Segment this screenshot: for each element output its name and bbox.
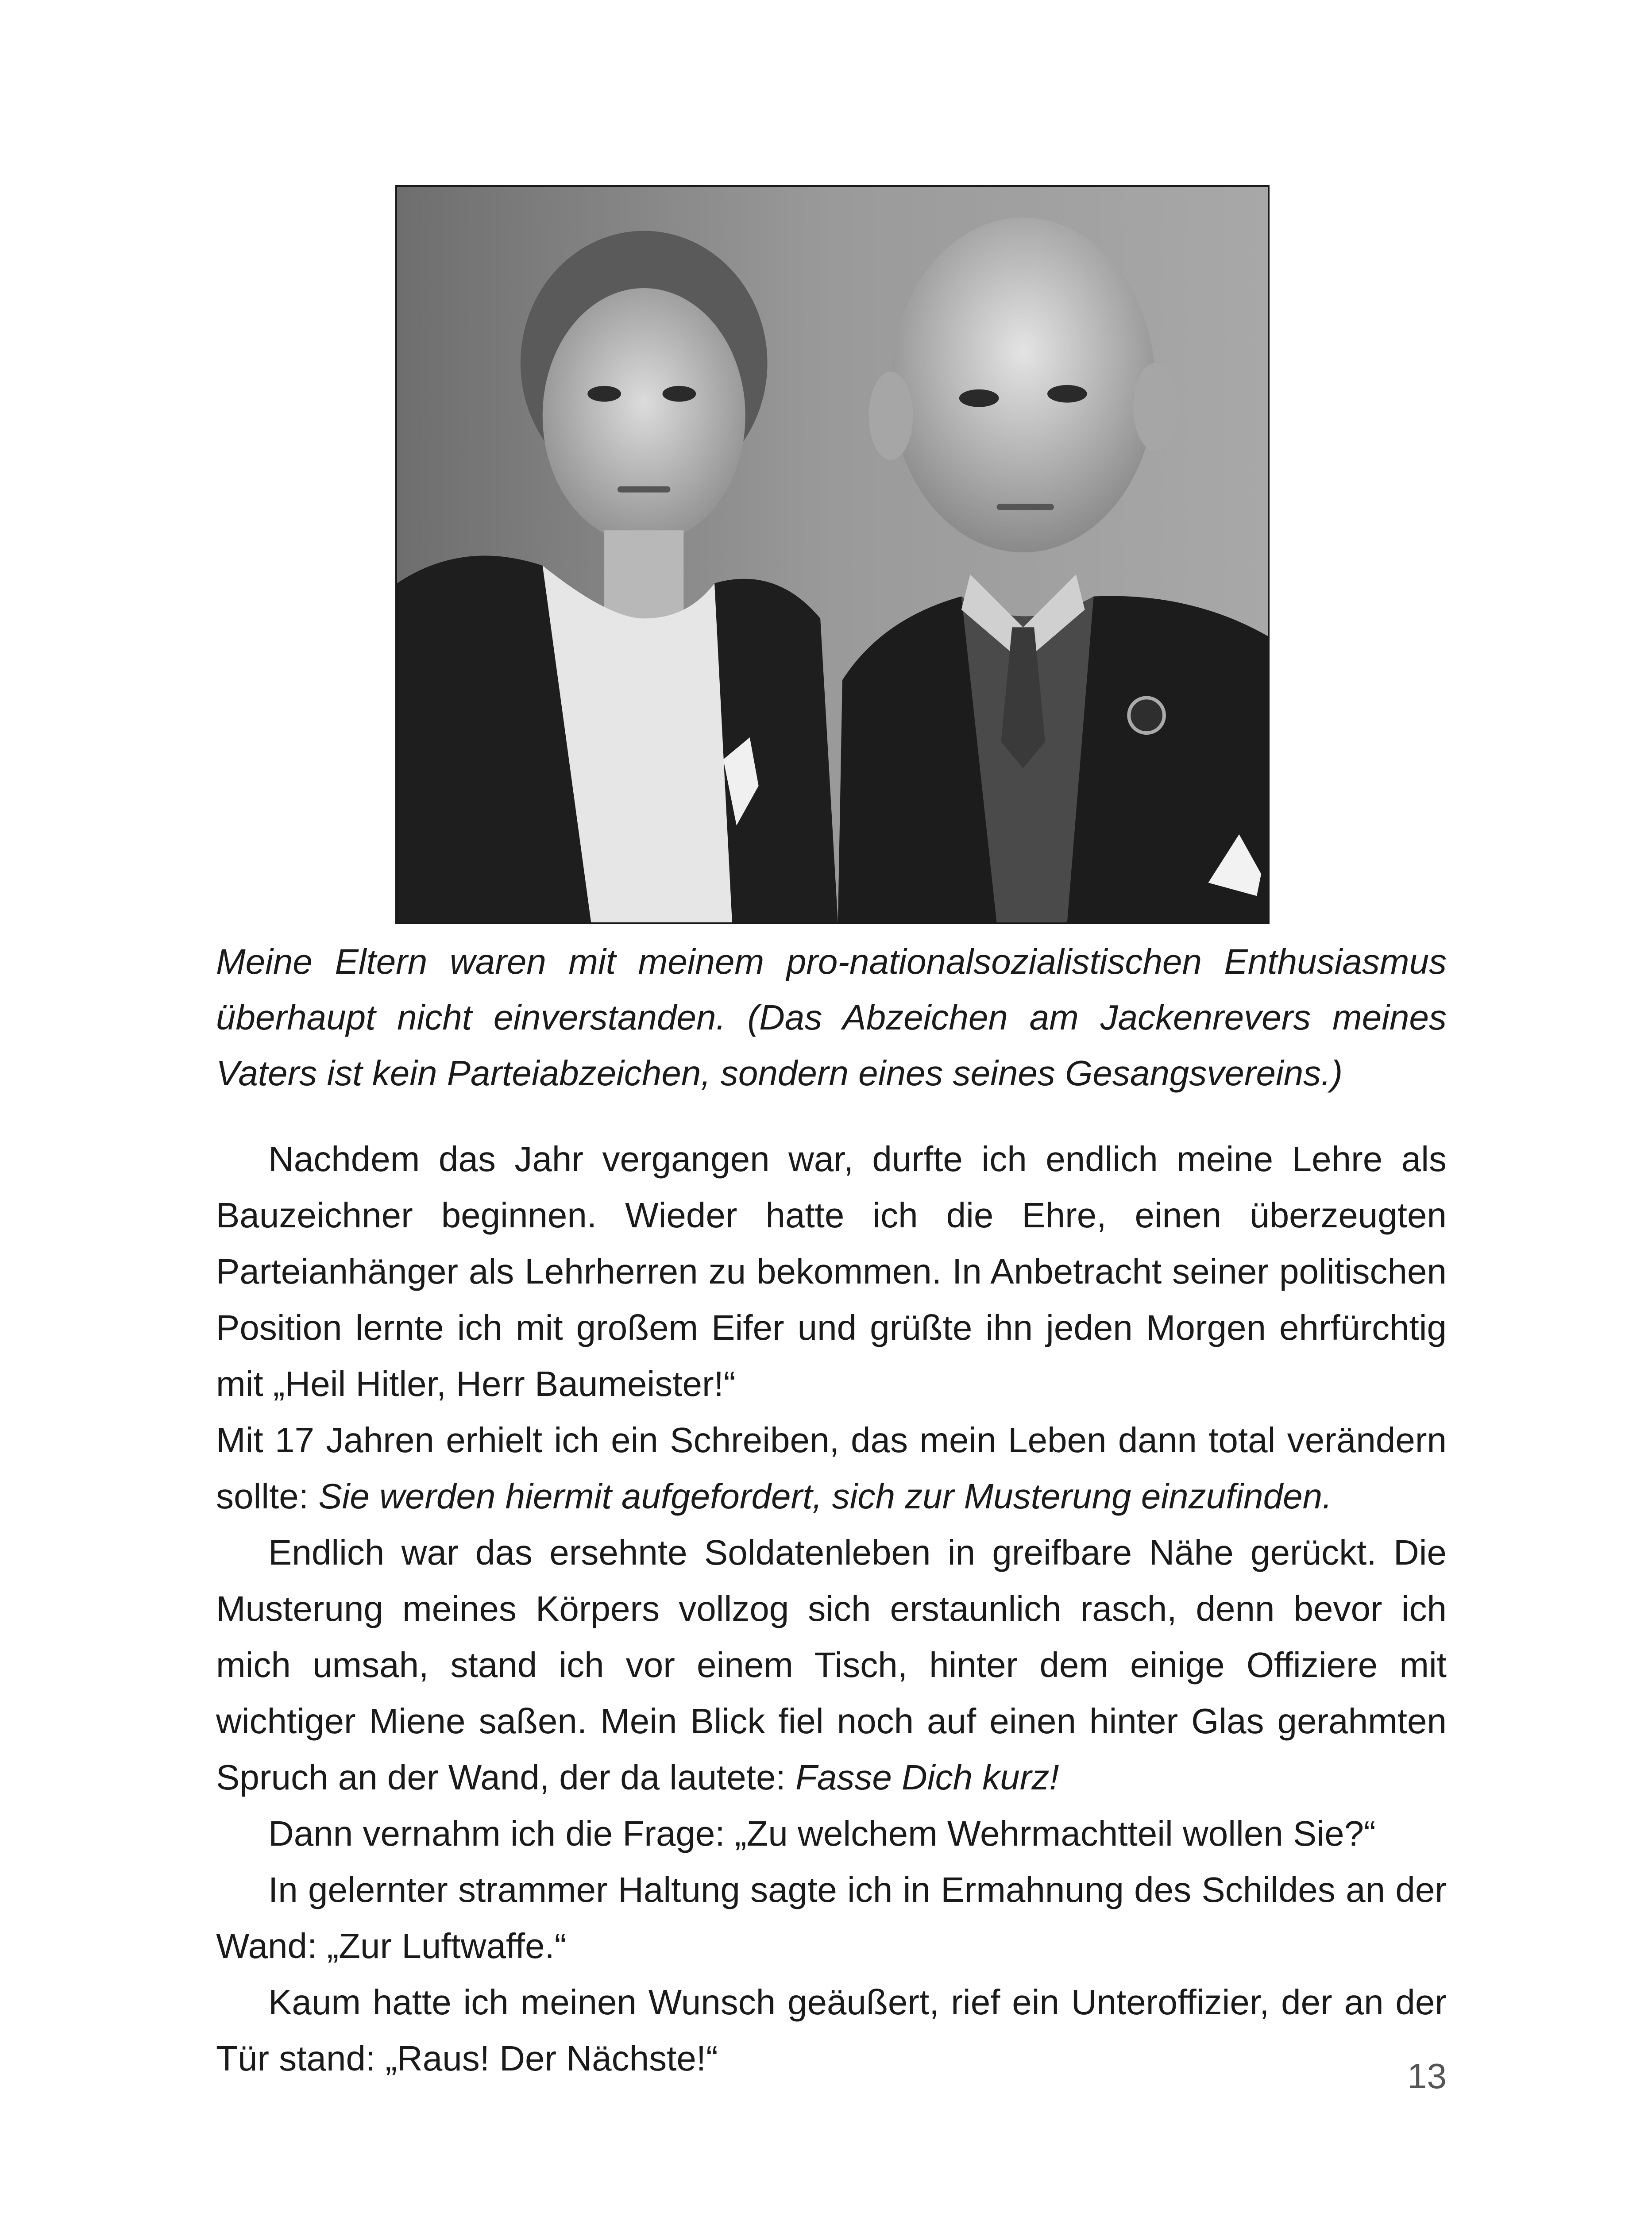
paragraph-3-plain: Endlich war das ersehnte Soldatenleben in greifbare Nähe gerückt. Die Musterung meines Körpers vollzog sich erstaunlich rasch, denn bevor ich mich umsah, stand ich vor einem Tisch, hinter dem einige Offiziere mit wichtiger Miene saßen. Mein Blick fiel noch auf einen hinter Glas gerahmten Spruch an der Wand, der da lautete: [216,1533,1447,1797]
photo-caption: Meine Eltern waren mit meinem pro-nationalsozialistischen Enthusiasmus überhaupt nicht einverstanden. (Das Abzeichen am Jackenrevers meines Vaters ist kein Parteiabzeichen, sondern eines seines Gesangsvereins.) [216,942,1447,1093]
portrait-photo-illustration [397,187,1268,922]
paragraph-2 [216,1412,1447,1524]
paragraph-5: In gelernter strammer Haltung sagte ich in Ermahnung des Schildes an der Wand: „Zur Luftwaffe.“ [216,1870,1447,1966]
paragraph-3 [216,1524,1447,1805]
paragraph-6: Kaum hatte ich meinen Wunsch geäußert, rief ein Unteroffizier, der an der Tür stand: „Raus! Der Nächste!“ [216,1982,1447,2078]
page-number: 13 [1407,2056,1447,2096]
portrait-photo [395,185,1270,924]
paragraph-2-italic: Sie werden hiermit aufgefordert, sich zur Musterung einzufinden. [318,1477,1332,1516]
paragraph-3-italic: Fasse Dich kurz! [795,1758,1059,1797]
body-text [216,1131,1447,2086]
paragraph-4: Dann vernahm ich die Frage: „Zu welchem Wehrmachtteil wollen Sie?“ [268,1814,1376,1853]
paragraph-1: Nachdem das Jahr vergangen war, durfte ich endlich meine Lehre als Bauzeichner beginnen. Wieder hatte ich die Ehre, einen überzeugten Parteianhänger als Lehrherren zu bekommen. In Anbetracht seiner politischen Position lernte ich mit großem Eifer und grüßte ihn jeden Morgen ehrfürchtig mit „Heil Hitler, Herr Baumeister!“ [216,1139,1447,1403]
paragraph-2-plain: Mit 17 Jahren erhielt ich ein Schreiben, das mein Leben dann total verändern sollte: [216,1420,1447,1516]
